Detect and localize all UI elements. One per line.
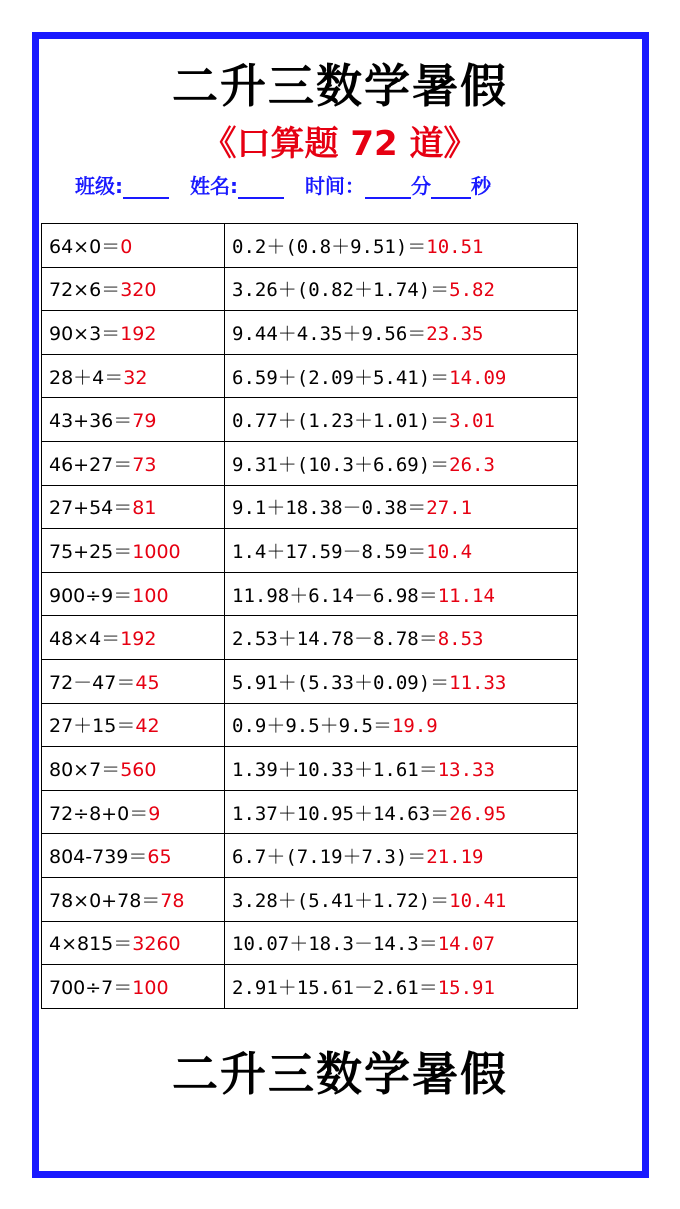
table-row bbox=[42, 703, 578, 747]
table-row bbox=[42, 354, 578, 398]
problem-expression: 72－47＝ bbox=[49, 671, 136, 694]
left-problem-cell bbox=[42, 616, 225, 660]
left-problem-cell bbox=[42, 398, 225, 442]
table-row bbox=[42, 485, 578, 529]
table-row bbox=[42, 267, 578, 311]
page-title: 二升三数学暑假 bbox=[172, 59, 508, 113]
problem-answer: 73 bbox=[132, 453, 157, 476]
problem-answer: 11.14 bbox=[437, 584, 495, 607]
problem-expression: 10.07＋18.3－14.3＝ bbox=[232, 933, 438, 956]
right-problem-cell bbox=[225, 616, 578, 660]
seconds-blank[interactable] bbox=[431, 177, 471, 199]
class-label: 班级: bbox=[75, 174, 123, 198]
right-problem-cell bbox=[225, 572, 578, 616]
problem-expression: 1.37＋10.95＋14.63＝ bbox=[232, 802, 450, 825]
problem-expression: 6.7＋(7.19＋7.3)＝ bbox=[232, 846, 427, 869]
left-problem-cell bbox=[42, 921, 225, 965]
problem-expression: 4×815＝ bbox=[49, 933, 133, 956]
problem-expression: 9.1＋18.38－0.38＝ bbox=[232, 497, 427, 520]
right-problem-cell bbox=[225, 398, 578, 442]
problem-answer: 192 bbox=[120, 322, 157, 345]
table-row bbox=[42, 616, 578, 660]
problem-answer: 14.09 bbox=[449, 366, 507, 389]
problem-expression: 700÷7＝ bbox=[49, 976, 133, 999]
problem-answer: 8.53 bbox=[437, 628, 484, 651]
problem-expression: 27+54＝ bbox=[49, 497, 133, 520]
problem-expression: 2.53＋14.78－8.78＝ bbox=[232, 628, 438, 651]
page-subtitle: 《口算题 72 道》 bbox=[202, 124, 478, 164]
problem-expression: 78×0+78＝ bbox=[49, 889, 161, 912]
problem-answer: 10.4 bbox=[426, 540, 473, 563]
right-problem-cell bbox=[225, 965, 578, 1009]
problem-expression: 6.59＋(2.09＋5.41)＝ bbox=[232, 366, 450, 389]
second-label: 秒 bbox=[470, 174, 491, 198]
left-problem-cell bbox=[42, 267, 225, 311]
left-problem-cell bbox=[42, 485, 225, 529]
minutes-blank[interactable] bbox=[365, 177, 411, 199]
left-problem-cell bbox=[42, 224, 225, 268]
problem-expression: 9.44＋4.35＋9.56＝ bbox=[232, 322, 427, 345]
right-problem-cell bbox=[225, 529, 578, 573]
problem-answer: 45 bbox=[135, 671, 160, 694]
problem-expression: 1.4＋17.59－8.59＝ bbox=[232, 540, 427, 563]
left-problem-cell bbox=[42, 747, 225, 791]
student-info-line bbox=[75, 170, 555, 199]
problem-expression: 90×3＝ bbox=[49, 322, 121, 345]
problem-expression: 11.98＋6.14－6.98＝ bbox=[232, 584, 438, 607]
problem-expression: 900÷9＝ bbox=[49, 584, 133, 607]
table-row bbox=[42, 311, 578, 355]
left-problem-cell bbox=[42, 529, 225, 573]
problem-answer: 1000 bbox=[132, 540, 181, 563]
problem-expression: 27＋15＝ bbox=[49, 715, 136, 738]
problem-expression: 2.91＋15.61－2.61＝ bbox=[232, 976, 438, 999]
problem-answer: 10.51 bbox=[426, 235, 484, 258]
problem-answer: 32 bbox=[123, 366, 148, 389]
problem-answer: 100 bbox=[132, 976, 169, 999]
problem-answer: 11.33 bbox=[449, 671, 507, 694]
table-row bbox=[42, 441, 578, 485]
table-row bbox=[42, 572, 578, 616]
minute-label: 分 bbox=[410, 174, 431, 198]
problem-expression: 75+25＝ bbox=[49, 540, 133, 563]
right-problem-cell bbox=[225, 485, 578, 529]
table-row bbox=[42, 965, 578, 1009]
problem-answer: 5.82 bbox=[449, 279, 495, 302]
problem-expression: 804-739＝ bbox=[49, 846, 148, 869]
right-problem-cell bbox=[225, 703, 578, 747]
table-row bbox=[42, 790, 578, 834]
problem-answer: 65 bbox=[147, 846, 172, 869]
problem-answer: 3.01 bbox=[449, 410, 495, 433]
problem-expression: 72÷8+0＝ bbox=[49, 802, 149, 825]
problem-table bbox=[41, 223, 578, 1009]
right-problem-cell bbox=[225, 311, 578, 355]
right-problem-cell bbox=[225, 921, 578, 965]
table-row bbox=[42, 877, 578, 921]
problem-expression: 3.28＋(5.41＋1.72)＝ bbox=[232, 889, 450, 912]
right-problem-cell bbox=[225, 747, 578, 791]
problem-expression: 3.26＋(0.82＋1.74)＝ bbox=[232, 279, 450, 302]
problem-answer: 10.41 bbox=[449, 889, 507, 912]
problem-answer: 79 bbox=[132, 410, 157, 433]
problem-answer: 320 bbox=[120, 279, 157, 302]
problem-expression: 80×7＝ bbox=[49, 758, 121, 781]
left-problem-cell bbox=[42, 354, 225, 398]
problem-answer: 27.1 bbox=[426, 497, 473, 520]
problem-expression: 9.31＋(10.3＋6.69)＝ bbox=[232, 453, 450, 476]
right-problem-cell bbox=[225, 354, 578, 398]
left-problem-cell bbox=[42, 441, 225, 485]
left-problem-cell bbox=[42, 659, 225, 703]
left-problem-cell bbox=[42, 877, 225, 921]
problem-expression: 48×4＝ bbox=[49, 628, 121, 651]
table-row bbox=[42, 398, 578, 442]
left-problem-cell bbox=[42, 834, 225, 878]
right-problem-cell bbox=[225, 659, 578, 703]
table-row bbox=[42, 224, 578, 268]
problem-answer: 26.95 bbox=[449, 802, 507, 825]
left-problem-cell bbox=[42, 572, 225, 616]
problem-expression: 64×0＝ bbox=[49, 235, 121, 258]
problem-answer: 78 bbox=[160, 889, 185, 912]
problem-answer: 0 bbox=[120, 235, 133, 258]
right-problem-cell bbox=[225, 834, 578, 878]
problem-expression: 43+36＝ bbox=[49, 410, 133, 433]
right-problem-cell bbox=[225, 877, 578, 921]
right-problem-cell bbox=[225, 267, 578, 311]
problem-answer: 81 bbox=[132, 497, 157, 520]
problem-answer: 3260 bbox=[132, 933, 181, 956]
problem-expression: 5.91＋(5.33＋0.09)＝ bbox=[232, 671, 450, 694]
problem-answer: 192 bbox=[120, 628, 157, 651]
problem-answer: 560 bbox=[120, 758, 157, 781]
problem-answer: 19.9 bbox=[391, 715, 438, 738]
footer-title: 二升三数学暑假 bbox=[172, 1047, 508, 1101]
problem-answer: 26.3 bbox=[449, 453, 495, 476]
right-problem-cell bbox=[225, 790, 578, 834]
problem-expression: 28＋4＝ bbox=[49, 366, 124, 389]
problem-expression: 0.9＋9.5＋9.5＝ bbox=[232, 715, 392, 738]
problem-answer: 21.19 bbox=[426, 846, 484, 869]
problem-expression: 0.77＋(1.23＋1.01)＝ bbox=[232, 410, 450, 433]
problem-expression: 0.2＋(0.8＋9.51)＝ bbox=[232, 235, 427, 258]
problem-answer: 14.07 bbox=[437, 933, 495, 956]
class-blank[interactable] bbox=[123, 177, 169, 199]
left-problem-cell bbox=[42, 965, 225, 1009]
right-problem-cell bbox=[225, 224, 578, 268]
table-row bbox=[42, 921, 578, 965]
problem-expression: 46+27＝ bbox=[49, 453, 133, 476]
problem-expression: 72×6＝ bbox=[49, 279, 121, 302]
time-label: 时间： bbox=[304, 174, 365, 198]
problem-answer: 13.33 bbox=[437, 758, 495, 781]
problem-answer: 23.35 bbox=[426, 322, 484, 345]
left-problem-cell bbox=[42, 790, 225, 834]
left-problem-cell bbox=[42, 311, 225, 355]
table-row bbox=[42, 747, 578, 791]
table-row bbox=[42, 529, 578, 573]
problem-answer: 42 bbox=[135, 715, 160, 738]
problem-answer: 15.91 bbox=[437, 976, 495, 999]
right-problem-cell bbox=[225, 441, 578, 485]
name-blank[interactable] bbox=[238, 177, 284, 199]
problem-expression: 1.39＋10.33＋1.61＝ bbox=[232, 758, 438, 781]
left-problem-cell bbox=[42, 703, 225, 747]
table-row bbox=[42, 659, 578, 703]
problem-answer: 100 bbox=[132, 584, 169, 607]
problem-answer: 9 bbox=[148, 802, 161, 825]
name-label: 姓名: bbox=[189, 174, 238, 198]
table-row bbox=[42, 834, 578, 878]
